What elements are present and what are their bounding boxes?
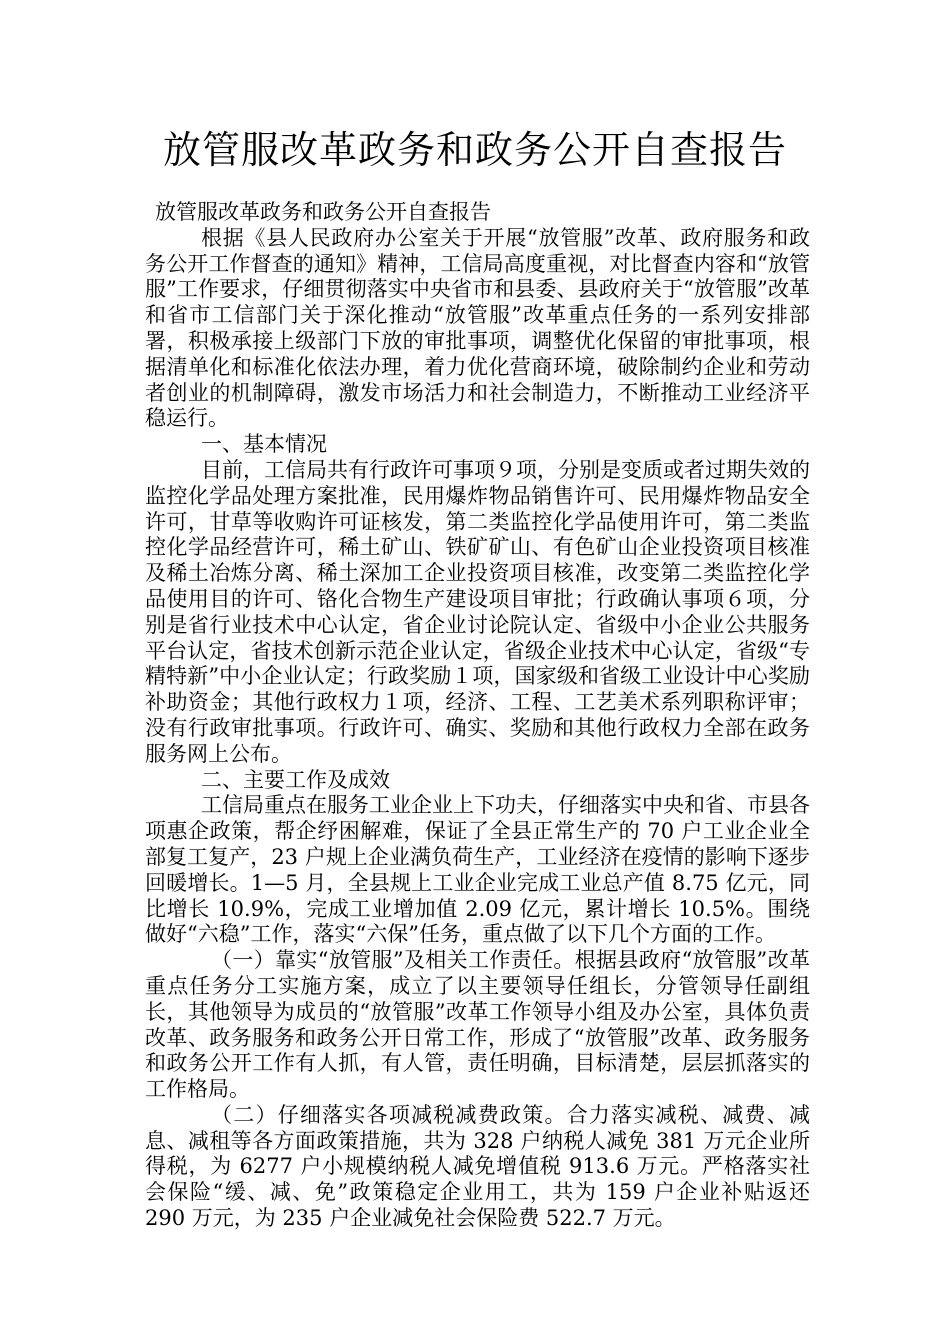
document-body <box>145 200 810 1232</box>
basic-situation-paragraph: 目前，工信局共有行政许可事项９项，分别是变质或者过期失效的监控化学品处理方案批准，民用爆炸物品销售许可、民用爆炸物品安全许可，甘草等收购许可证核发，第二类监控化学品使用许可，第二类监控化学品经营许可，稀土矿山、铁矿矿山、有色矿山企业投资项目核准及稀土冶炼分离、稀土深加工企业投资项目核准，改变第二类监控化学品使用目的许可、铬化合物生产建设项目审批；行政确认事项６项，分别是省行业技术中心认定，省企业讨论院认定、省级中小企业公共服务平台认定，省技术创新示范企业认定，省级企业技术中心认定，省级“专精特新”中小企业认定；行政奖励１项，国家级和省级工业设计中心奖励补助资金；其他行政权力１项，经济、工程、工艺美术系列职称评审；没有行政审批事项。行政许可、确实、奖励和其他行政权力全部在政务服务网上公布。 <box>145 457 810 766</box>
section-heading-basic: 一、基本情况 <box>201 432 327 457</box>
responsibility-paragraph: （一）靠实“放管服”及相关工作责任。根据县政府“放管服”改革重点任务分工实施方案，成立了以主要领导任组长，分管领导任副组长，其他领导为成员的“放管服”改革工作领导小组及办公室，具体负责改革、政务服务和政务公开日常工作，形成了“放管服”改革、政务服务和政务公开工作有人抓，有人管，责任明确，目标清楚，层层抓落实的工作格局。 <box>145 948 810 1102</box>
section-heading-work: 二、主要工作及成效 <box>201 767 390 792</box>
work-overview-paragraph: 工信局重点在服务工业企业上下功夫，仔细落实中央和省、市县各项惠企政策，帮企纾困解难，保证了全县正常生产的 70 户工业企业全部复工复产，23 户规上企业满负荷生产，工业经济在疫情的影响下逐步回暖增长。1—5 月，全县规上工业企业完成工业总产值 8.75 亿元，同比增长 10.9%，完成工业增加值 2.09 亿元，累计增长 10.5%。围绕做好“六稳”工作，落实“六保”任务，重点做了以下几个方面的工作。 <box>145 793 810 947</box>
document-title: 放管服改革政务和政务公开自查报告 <box>162 128 787 172</box>
document-subtitle: 放管服改革政务和政务公开自查报告 <box>155 200 491 224</box>
intro-paragraph: 根据《县人民政府办公室关于开展“放管服”改革、政府服务和政务公开工作督查的通知》精神，工信局高度重视，对比督查内容和“放管服”工作要求，仔细贯彻落实中央省市和县委、县政府关于“放管服”改革和省市工信部门关于深化推动“放管服”改革重点任务的一系列安排部署，积极承接上级部门下放的审批事项，调整优化保留的审批事项，根据清单化和标准化依法办理，着力优化营商环境，破除制约企业和劳动者创业的机制障碍，激发市场活力和社会制造力，不断推动工业经济平稳运行。 <box>145 225 810 431</box>
tax-policy-paragraph: （二）仔细落实各项减税减费政策。合力落实减税、减费、减息、减租等各方面政策措施，共为 328 户纳税人减免 381 万元企业所得税，为 6277 户小规模纳税人减免增值税 913.6 万元。严格落实社会保险“缓、减、免”政策稳定企业用工，共为 159 户企业补贴返还 290 万元，为 235 户企业减免社会保险费 522.7 万元。 <box>145 1102 810 1231</box>
